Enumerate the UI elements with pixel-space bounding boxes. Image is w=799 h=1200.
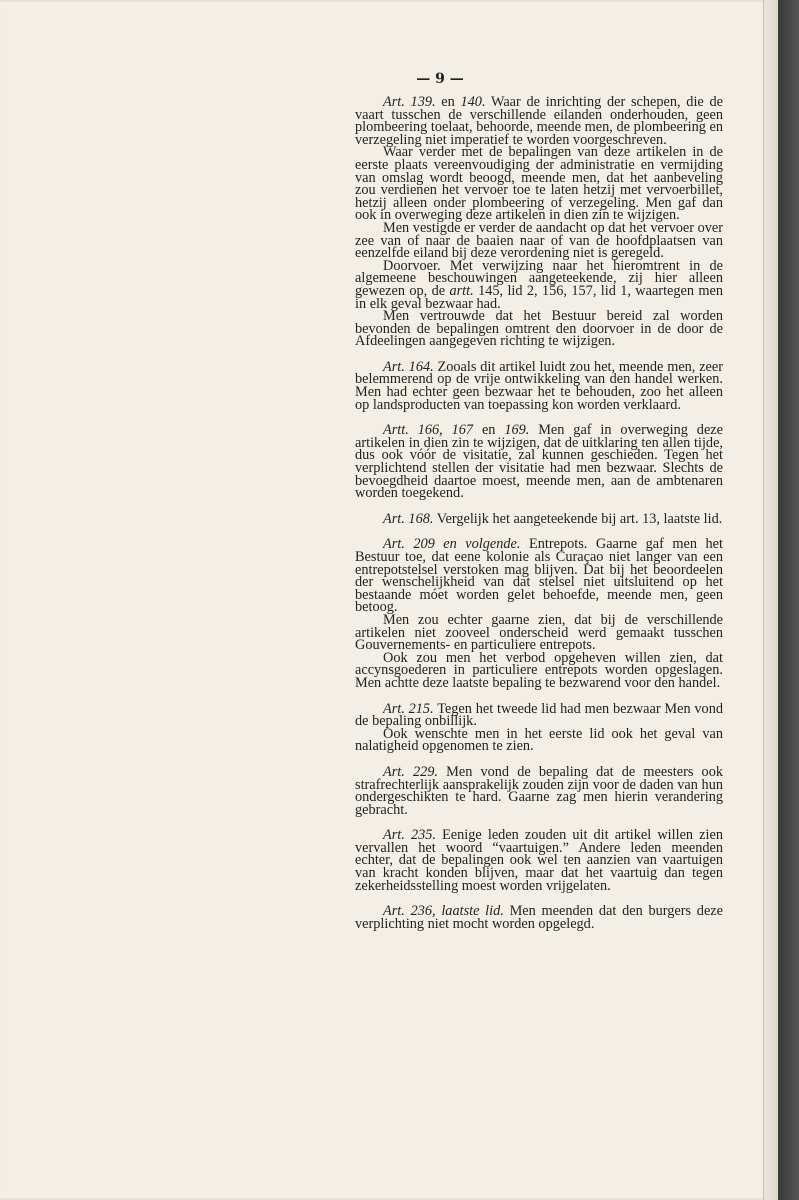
paragraph bbox=[355, 424, 723, 500]
paragraph bbox=[355, 310, 723, 348]
paragraph-text: Doorvoer. Met verwijzing naar het hieromtrent in de algemeene beschouwingen aangeteekende, zij hier alleen gewezen op, de bbox=[355, 257, 723, 299]
paragraph bbox=[355, 257, 724, 312]
paragraph-text: Men gaf in overweging deze artikelen in dien zin te wijzigen, dat de uitklaring ten allen tijde, dus ook vóór de visitatie, zal kunnen geschieden. Tegen het verplichtend stellen der visitatie had men bezwaar. Slechts de bevoegdheid daartoe moest, meende men, aan de ambtenaren worden toegekend. bbox=[355, 422, 723, 502]
scan-background-strip bbox=[778, 0, 799, 1200]
article-ref: Art. 235. bbox=[383, 827, 436, 844]
paragraph bbox=[355, 96, 723, 146]
paragraph bbox=[355, 700, 724, 730]
paragraph-text: Men meenden dat den burgers deze verplichting niet mocht worden opgelegd. bbox=[355, 903, 723, 932]
paragraph bbox=[355, 725, 723, 755]
paragraph-text: Eenige leden zouden uit dit artikel willen zien vervallen het woord “vaartuigen.” Andere leden meenden echter, dat de bepalingen ook wel ten aanzien van vaartuigen van kracht konden blijven, maar dat het vaartuig dan tegen zekerheidsstelling moest worden vrijgelaten. bbox=[355, 827, 723, 894]
paragraph-text: Men vertrouwde dat het Bestuur bereid zal worden bevonden de bepalingen omtrent den doorvoer in de door de Afdeelingen aangegeven richting te wijzigen. bbox=[355, 308, 723, 350]
article-ref: Artt. 166, bbox=[383, 422, 443, 439]
paragraph-text: 145, lid 2, 156, 157, lid 1, waartegen men in elk geval bezwaar had. bbox=[355, 282, 724, 312]
paragraph bbox=[355, 146, 723, 222]
paragraph-text: Men zou echter gaarne zien, dat bij de verschillende artikelen niet zooveel onderscheid werd gemaakt tusschen Gouvernements- en particuliere entrepots. bbox=[355, 611, 723, 654]
paragraph-text: Waar de inrichting der schepen, die de vaart tusschen de verschillende eilanden onderhouden, geen plombeering toelaat, behoorde, meende men, de plombeering en verzegeling niet imperatief te worden voorgeschreven. bbox=[355, 94, 723, 148]
article-ref: Art. 229. bbox=[383, 763, 438, 780]
paragraph-text: en bbox=[473, 422, 505, 439]
article-ref: Art. 209 en volgende. bbox=[383, 536, 521, 553]
article-ref: 169. bbox=[504, 422, 530, 439]
paragraph bbox=[355, 905, 723, 930]
paragraph-text: Men vond de bepaling dat de meesters ook strafrechterlijk aansprakelijk zouden zijn voor de daden van hun ondergeschikten te hard. Gaarne zag men hierin verandering gebracht. bbox=[355, 763, 723, 818]
paragraph-text: Entrepots. Gaarne gaf men het Bestuur toe, dat eene kolonie als Curaçao niet langer van een entrepotstelsel verstoken mag blijven. Dat bij het beoordeelen der wenschelijkheid van dat stelsel niet uitsluitend op het bestaande móet worden gelet behoefde, meende men, geen betoog. bbox=[355, 536, 723, 616]
paragraph bbox=[355, 649, 723, 691]
article-ref: Art. 168. bbox=[383, 510, 434, 527]
page-number: — 9 — bbox=[416, 71, 464, 87]
article-ref: Art. 139. bbox=[383, 94, 436, 110]
page-edge bbox=[763, 0, 779, 1200]
article-ref: 167 bbox=[451, 422, 474, 439]
body-text bbox=[355, 96, 723, 930]
paragraph-text: Ook wenschte men in het eerste lid ook het geval van nalatigheid opgenomen te zien. bbox=[355, 725, 723, 755]
paragraph bbox=[355, 219, 723, 262]
article-ref: artt. bbox=[449, 282, 474, 299]
paragraph bbox=[355, 829, 723, 892]
paragraph bbox=[355, 538, 723, 614]
paragraph-text: Ook zou men het verbod opgeheven willen zien, dat accynsgoederen in particuliere entrepots worden opgeslagen. Men achtte deze laatste bepaling te bezwarend voor den handel. bbox=[355, 649, 723, 691]
paragraph-text: Men vestigde er verder de aandacht op dat het vervoer over zee van of naar de baaien naar of van de hoofdplaatsen van eenzelfde eiland bij deze verordening niet is geregeld. bbox=[355, 219, 723, 262]
paragraph-text: Waar verder met de bepalingen van deze artikelen in de eerste plaats vereenvoudiging der administratie en vermijding van omslag wordt beoogd, meende men, dat het aanbeveling zou verdienen het vervoer toe te laten hetzij met vervoerbillet, hetzij alleen onder plombeering of verzegeling. Men gaf dan ook in overweging deze artikelen in dien zin te wijzigen. bbox=[355, 144, 723, 224]
paragraph-text: Tegen het tweede lid had men bezwaar Men vond de bepaling onbillijk. bbox=[355, 700, 724, 730]
paragraph-text: en bbox=[435, 94, 461, 110]
article-ref: Art. 215. bbox=[383, 700, 434, 717]
paragraph-text: Zooals dit artikel luidt zou het, meende men, zeer belemmerend op de vrije ontwikkeling van den handel werken. Men had echter geen bezwaar het te behouden, zoo het alleen op landsproducten van toepassing kon worden verklaard. bbox=[355, 358, 724, 413]
paragraph bbox=[355, 510, 723, 527]
paragraph bbox=[355, 358, 724, 413]
article-ref: Art. 236, laatste lid. bbox=[383, 903, 504, 920]
paragraph-text: Vergelijk het aangeteekende bij art. 13, laatste lid. bbox=[433, 510, 723, 527]
article-ref: 140. bbox=[460, 94, 486, 110]
article-ref: Art. 164. bbox=[383, 358, 434, 375]
paragraph bbox=[355, 611, 723, 654]
paragraph bbox=[355, 763, 723, 818]
